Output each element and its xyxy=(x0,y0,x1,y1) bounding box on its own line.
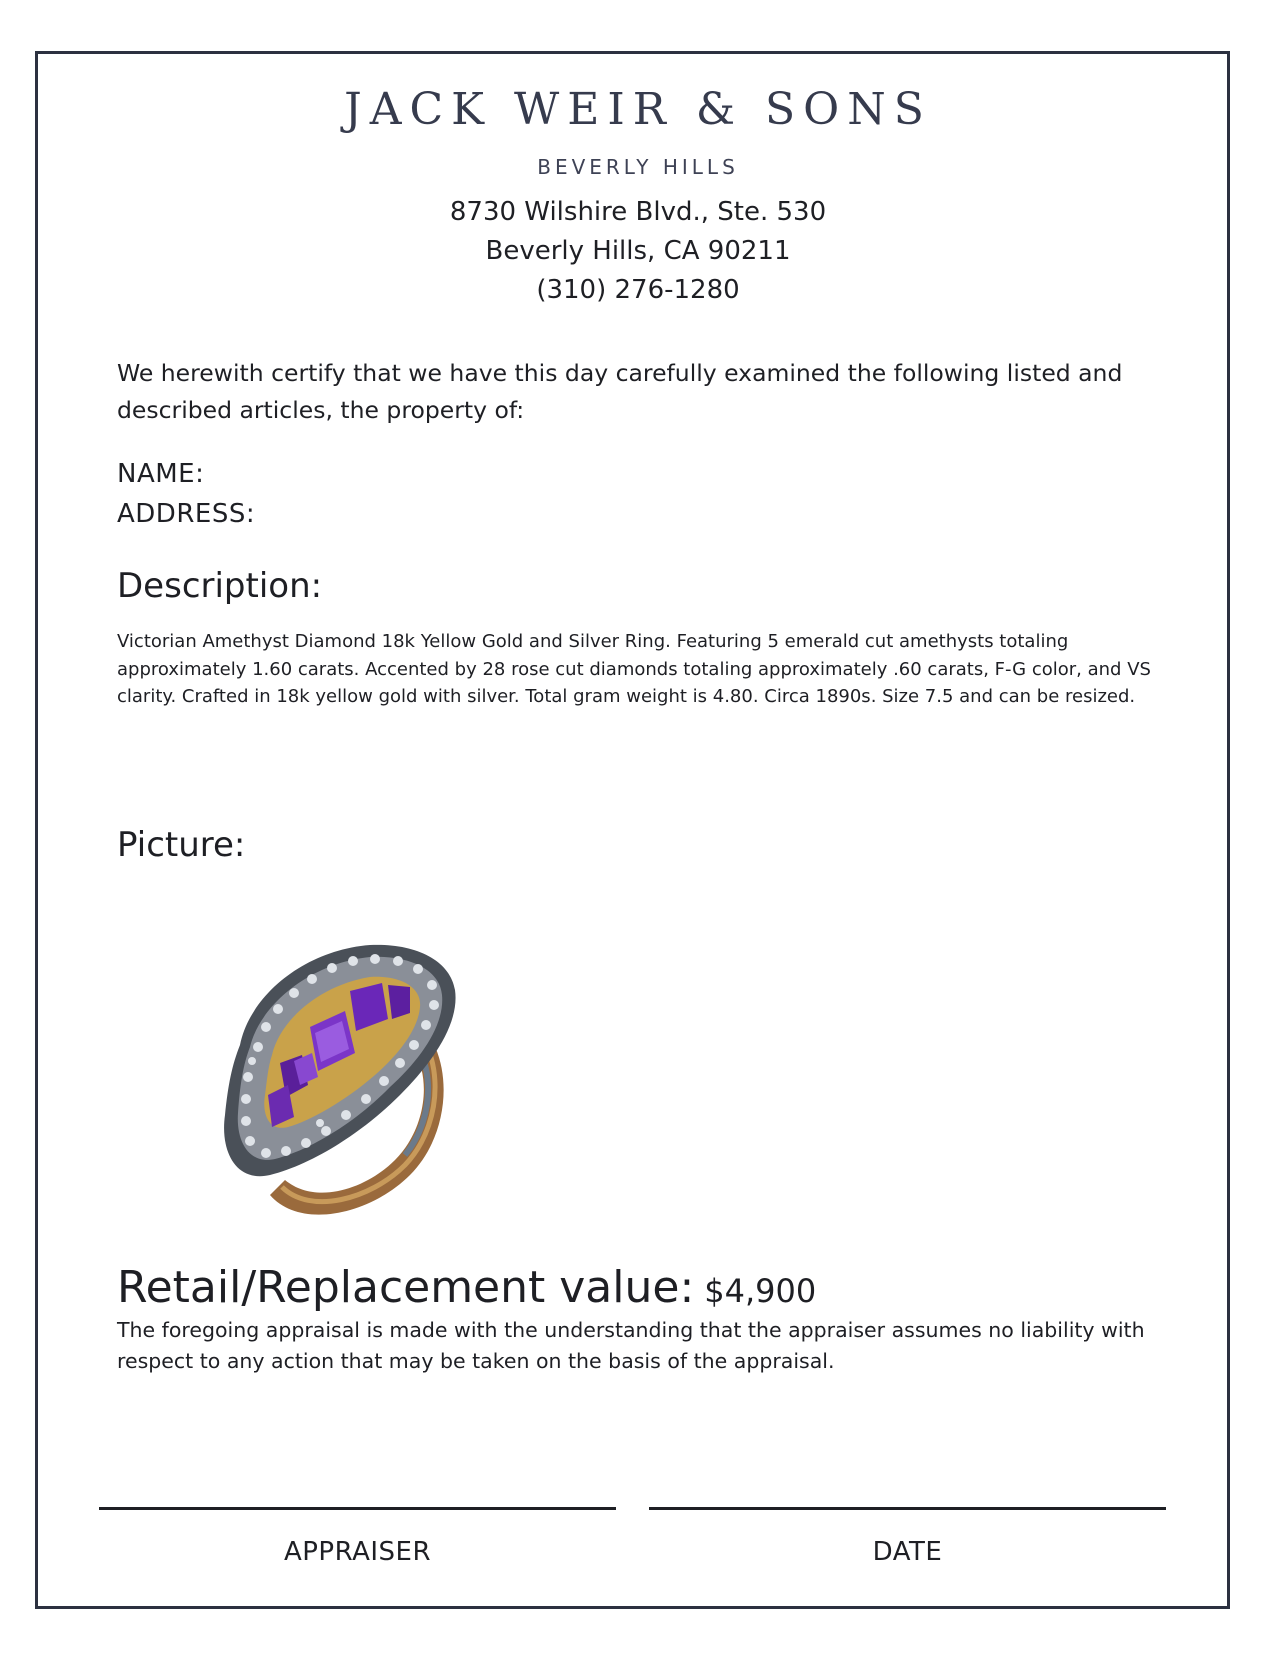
appraiser-label: APPRAISER xyxy=(283,1537,432,1567)
phone-number: (310) 276-1280 xyxy=(536,275,740,305)
description-text: Victorian Amethyst Diamond 18k Yellow Gold and Silver Ring. Featuring 5 emerald cut amethysts totaling approximately 1.60 carats. Accented by 28 rose cut diamonds totaling approximately .60 carats, F-G color, and VS clarity. Crafted in 18k yellow gold with silver. Total gram weight is 4.80. Circa 1890s. Size 7.5 and can be resized. xyxy=(117,631,1151,707)
description-heading: Description: xyxy=(117,566,323,606)
value-amount: $4,900 xyxy=(704,1272,817,1310)
business-address xyxy=(0,193,1276,310)
brand-location: BEVERLY HILLS xyxy=(537,155,739,179)
valuation xyxy=(117,1262,816,1313)
certification-statement: We herewith certify that we have this day carefully examined the following listed and described articles, the property of: xyxy=(117,359,1123,424)
appraiser-signature-line xyxy=(99,1507,616,1510)
value-label: Retail/Replacement value: xyxy=(117,1262,695,1313)
date-label: DATE xyxy=(872,1537,943,1567)
ring-photo xyxy=(210,935,470,1230)
address-line-2: Beverly Hills, CA 90211 xyxy=(485,236,791,266)
disclaimer-text: The foregoing appraisal is made with the understanding that the appraiser assumes no liability with respect to any action that may be taken on the basis of the appraisal. xyxy=(117,1318,1145,1373)
address-label: ADDRESS: xyxy=(117,499,256,529)
date-signature-line xyxy=(649,1507,1166,1510)
address-line-1: 8730 Wilshire Blvd., Ste. 530 xyxy=(449,197,827,227)
name-label: NAME: xyxy=(117,459,205,489)
brand-name: JACK WEIR & SONS xyxy=(344,84,932,135)
picture-heading: Picture: xyxy=(117,825,246,865)
